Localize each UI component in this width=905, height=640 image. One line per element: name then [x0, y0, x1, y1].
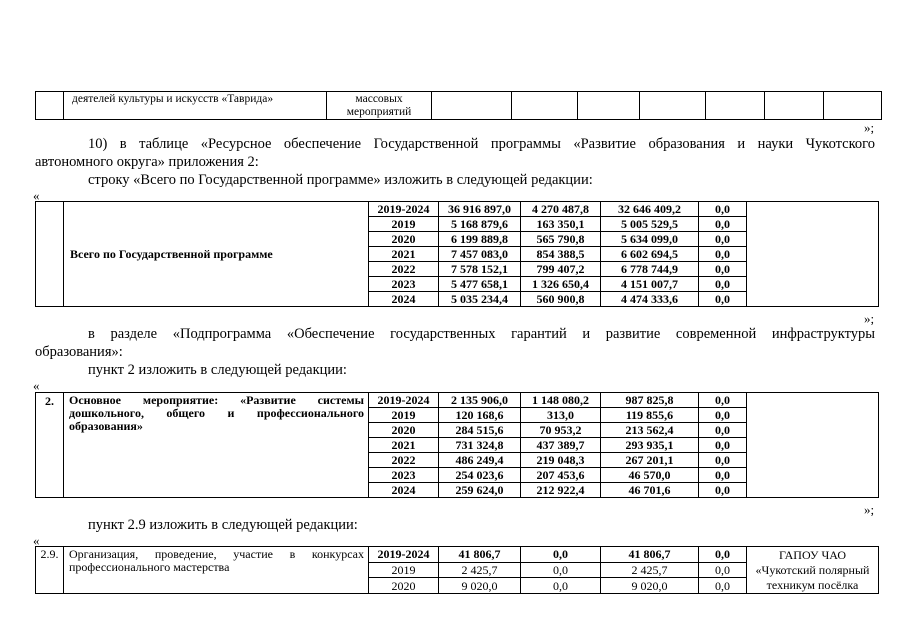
empty-cell [512, 92, 578, 120]
year-cell: 2019 [369, 217, 439, 232]
executor-line1: ГАПОУ ЧАО [779, 548, 846, 562]
federal-cell: 212 922,4 [521, 483, 601, 498]
para10-line1 [88, 135, 875, 153]
year-cell: 2021 [369, 438, 439, 453]
total-cell: 2 135 906,0 [439, 393, 521, 408]
year-cell: 2020 [369, 578, 439, 594]
para-p29: пункт 2.9 изложить в следующей редакции: [88, 517, 358, 533]
total-cell: 7 457 083,0 [439, 247, 521, 262]
p29-table [35, 546, 879, 594]
other-cell: 0,0 [699, 562, 747, 578]
federal-cell: 163 350,1 [521, 217, 601, 232]
regional-cell: 6 778 744,9 [601, 262, 699, 277]
total-table-body [36, 202, 879, 307]
other-cell: 0,0 [699, 453, 747, 468]
other-cell: 0,0 [699, 202, 747, 217]
other-cell: 0,0 [699, 547, 747, 563]
federal-cell: 1 148 080,2 [521, 393, 601, 408]
open-quote-1: « [33, 188, 40, 203]
executor-cell [747, 202, 879, 307]
regional-cell: 32 646 409,2 [601, 202, 699, 217]
table-row [36, 547, 879, 563]
year-cell: 2024 [369, 292, 439, 307]
row-num-cell: 2. [36, 393, 64, 498]
para-sub-line2: образования»: [35, 344, 123, 360]
federal-cell: 799 407,2 [521, 262, 601, 277]
top-row-type [327, 92, 432, 120]
row-num-cell: 2.9. [36, 547, 64, 594]
year-cell: 2020 [369, 423, 439, 438]
empty-cell [824, 92, 882, 120]
year-cell: 2023 [369, 277, 439, 292]
federal-cell: 437 389,7 [521, 438, 601, 453]
other-cell: 0,0 [699, 468, 747, 483]
other-cell: 0,0 [699, 578, 747, 594]
other-cell: 0,0 [699, 262, 747, 277]
empty-cell [765, 92, 824, 120]
regional-cell: 213 562,4 [601, 423, 699, 438]
regional-cell: 987 825,8 [601, 393, 699, 408]
p2-table-body [36, 393, 879, 498]
other-cell: 0,0 [699, 277, 747, 292]
activity-label [64, 393, 369, 498]
federal-cell: 70 953,2 [521, 423, 601, 438]
year-cell: 2023 [369, 468, 439, 483]
top-row-name: деятелей культуры и искусств «Таврида» [64, 92, 327, 120]
other-cell: 0,0 [699, 217, 747, 232]
year-cell: 2022 [369, 262, 439, 277]
total-cell: 6 199 889,8 [439, 232, 521, 247]
year-cell: 2019-2024 [369, 202, 439, 217]
other-cell: 0,0 [699, 232, 747, 247]
year-cell: 2019-2024 [369, 393, 439, 408]
regional-cell: 5 634 099,0 [601, 232, 699, 247]
regional-cell: 46 570,0 [601, 468, 699, 483]
p29-table-body [36, 547, 879, 594]
federal-cell: 313,0 [521, 408, 601, 423]
regional-cell: 46 701,6 [601, 483, 699, 498]
empty-cell [640, 92, 706, 120]
executor-cell [747, 547, 879, 594]
other-cell: 0,0 [699, 483, 747, 498]
row-num-cell [36, 202, 64, 307]
federal-cell: 854 388,5 [521, 247, 601, 262]
close-quote-3: »; [864, 502, 875, 517]
year-cell: 2019 [369, 562, 439, 578]
year-cell: 2021 [369, 247, 439, 262]
total-cell: 259 624,0 [439, 483, 521, 498]
para10-line1-text: 10) в таблице «Ресурсное обеспечение Государственной программы «Развитие образования и науки Чукотского [88, 136, 875, 152]
top-row-type-line1: массовых [355, 93, 403, 105]
open-quote-3: « [33, 533, 40, 548]
other-cell: 0,0 [699, 408, 747, 423]
activity-line1: Организация, проведение, участие в конкурсах [69, 547, 364, 561]
para-sub-line1 [88, 325, 875, 343]
total-cell: 5 035 234,4 [439, 292, 521, 307]
activity-line3: образования» [69, 419, 143, 433]
regional-cell: 41 806,7 [601, 547, 699, 563]
top-row-num-cell [36, 92, 64, 120]
federal-cell: 4 270 487,8 [521, 202, 601, 217]
federal-cell: 1 326 650,4 [521, 277, 601, 292]
other-cell: 0,0 [699, 393, 747, 408]
open-quote-2: « [33, 378, 40, 393]
total-table [35, 201, 879, 307]
regional-cell: 5 005 529,5 [601, 217, 699, 232]
other-cell: 0,0 [699, 292, 747, 307]
executor-line3: техникум посёлка [766, 578, 859, 592]
activity-line2: профессионального мастерства [69, 560, 230, 574]
executor-line2: «Чукотский полярный [755, 563, 870, 577]
regional-cell: 293 935,1 [601, 438, 699, 453]
executor-cell [747, 393, 879, 498]
regional-cell: 119 855,6 [601, 408, 699, 423]
other-cell: 0,0 [699, 247, 747, 262]
total-cell: 36 916 897,0 [439, 202, 521, 217]
empty-cell [432, 92, 512, 120]
federal-cell: 0,0 [521, 547, 601, 563]
close-quote-1: »; [864, 120, 875, 135]
other-cell: 0,0 [699, 438, 747, 453]
year-cell: 2024 [369, 483, 439, 498]
total-cell: 254 023,6 [439, 468, 521, 483]
federal-cell: 0,0 [521, 578, 601, 594]
regional-cell: 9 020,0 [601, 578, 699, 594]
table-row [36, 202, 879, 217]
other-cell: 0,0 [699, 423, 747, 438]
year-cell: 2019 [369, 408, 439, 423]
total-cell: 284 515,6 [439, 423, 521, 438]
para-sub-line3: пункт 2 изложить в следующей редакции: [88, 362, 347, 378]
total-cell: 486 249,4 [439, 453, 521, 468]
para10-line2: автономного округа» приложения 2: [35, 154, 259, 170]
empty-cell [706, 92, 765, 120]
year-cell: 2022 [369, 453, 439, 468]
total-cell: 9 020,0 [439, 578, 521, 594]
federal-cell: 207 453,6 [521, 468, 601, 483]
table-row [36, 393, 879, 408]
total-cell: 7 578 152,1 [439, 262, 521, 277]
para-sub-line1-text: в разделе «Подпрограмма «Обеспечение государственных гарантий и развитие современной инфраструктуры [88, 326, 875, 342]
total-cell: 41 806,7 [439, 547, 521, 563]
regional-cell: 2 425,7 [601, 562, 699, 578]
year-cell: 2019-2024 [369, 547, 439, 563]
para10-line3: строку «Всего по Государственной программе» изложить в следующей редакции: [88, 172, 593, 188]
total-cell: 2 425,7 [439, 562, 521, 578]
activity-line1: Основное мероприятие: «Развитие системы [69, 393, 364, 407]
total-cell: 5 168 879,6 [439, 217, 521, 232]
year-cell: 2020 [369, 232, 439, 247]
regional-cell: 267 201,1 [601, 453, 699, 468]
total-cell: 5 477 658,1 [439, 277, 521, 292]
program-label: Всего по Государственной программе [64, 202, 369, 307]
top-row-type-line2: мероприятий [346, 106, 412, 118]
federal-cell: 0,0 [521, 562, 601, 578]
activity-line2: дошкольного, общего и профессионального [69, 406, 364, 420]
activity-label [64, 547, 369, 594]
federal-cell: 565 790,8 [521, 232, 601, 247]
top-table [35, 91, 882, 120]
regional-cell: 4 474 333,6 [601, 292, 699, 307]
p2-table [35, 392, 879, 498]
total-cell: 731 324,8 [439, 438, 521, 453]
total-cell: 120 168,6 [439, 408, 521, 423]
federal-cell: 560 900,8 [521, 292, 601, 307]
empty-cell [578, 92, 640, 120]
close-quote-2: »; [864, 311, 875, 326]
regional-cell: 6 602 694,5 [601, 247, 699, 262]
regional-cell: 4 151 007,7 [601, 277, 699, 292]
federal-cell: 219 048,3 [521, 453, 601, 468]
